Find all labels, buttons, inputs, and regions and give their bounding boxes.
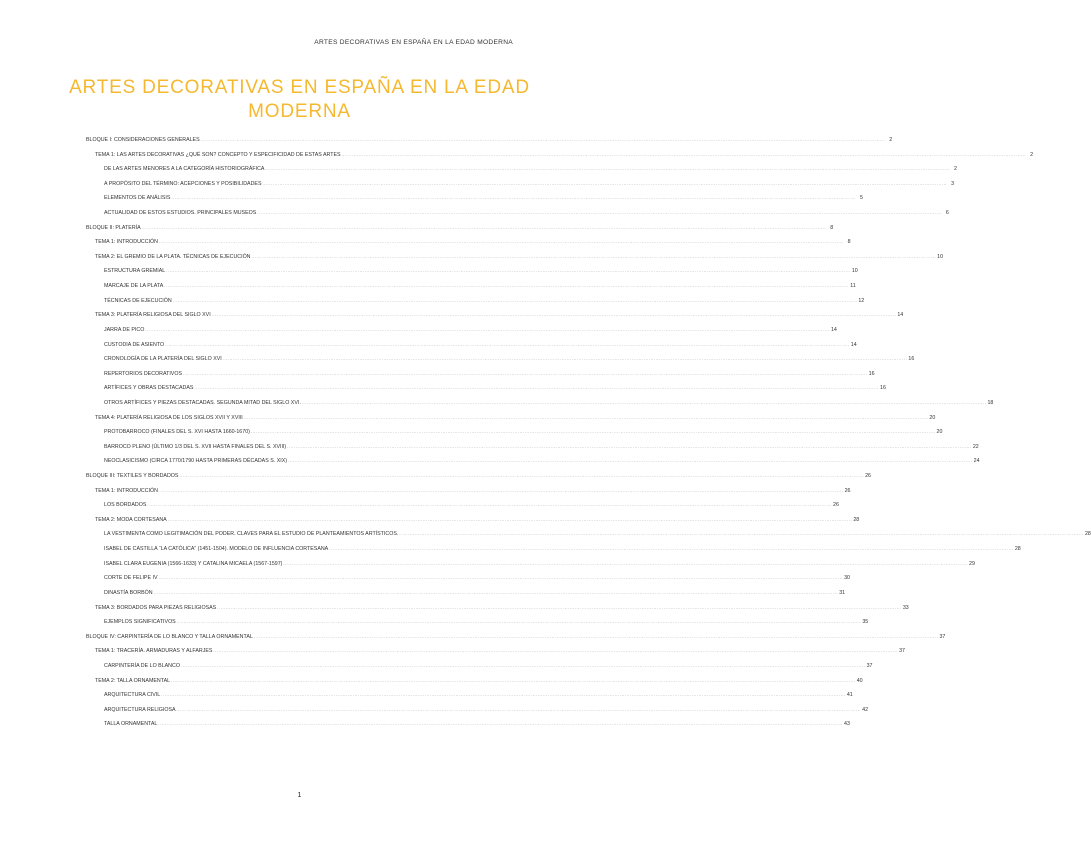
toc-entry[interactable] bbox=[86, 659, 873, 674]
toc-dot-leader: ................................................................................................................................................................................................................................................................................................................................................................................................................ bbox=[287, 443, 972, 449]
toc-entry-page-number: 22 bbox=[972, 443, 979, 450]
toc-entry-page-number: 16 bbox=[908, 356, 915, 363]
toc-entry[interactable] bbox=[86, 352, 915, 367]
toc-entry-page-number: 26 bbox=[865, 473, 871, 480]
toc-entry-page-number: 16 bbox=[868, 370, 875, 377]
toc-entry-page-number: 40 bbox=[856, 677, 863, 684]
toc-dot-leader: ................................................................................................................................................................................................................................................................................................................................................................................................................ bbox=[179, 473, 864, 479]
document-title-line-2: MODERNA bbox=[248, 101, 351, 122]
toc-entry-page-number: 14 bbox=[830, 326, 837, 333]
toc-entry-label: LA VESTIMENTA COMO LEGITIMACIÓN DEL PODER. CLAVES PARA EL ESTUDIO DE PLANTEAMIENTOS ARTÍSTICOS. bbox=[104, 531, 399, 538]
toc-entry-page-number: 5 bbox=[860, 195, 863, 202]
toc-entry-label: ACTUALIDAD DE ESTOS ESTUDIOS. PRINCIPALES MUSEOS bbox=[104, 210, 257, 217]
toc-entry[interactable] bbox=[86, 586, 846, 601]
toc-entry-page-number: 8 bbox=[830, 224, 834, 231]
toc-dot-leader: ................................................................................................................................................................................................................................................................................................................................................................................................................ bbox=[301, 399, 987, 405]
toc-entry-page-number: 26 bbox=[833, 502, 839, 509]
running-header: ARTES DECORATIVAS EN ESPAÑA EN LA EDAD MODERNA bbox=[314, 39, 513, 46]
toc-dot-leader: ................................................................................................................................................................................................................................................................................................................................................................................................................ bbox=[250, 429, 936, 435]
toc-entry-label: TEMA 4: PLATERÍA RELIGIOSA DE LOS SIGLOS XVII Y XVIII bbox=[95, 414, 243, 421]
toc-dot-leader: ................................................................................................................................................................................................................................................................................................................................................................................................................ bbox=[243, 414, 929, 420]
toc-dot-leader: ................................................................................................................................................................................................................................................................................................................................................................................................................ bbox=[145, 326, 830, 332]
toc-entry[interactable] bbox=[86, 674, 863, 689]
toc-dot-leader: ................................................................................................................................................................................................................................................................................................................................................................................................................ bbox=[158, 239, 844, 245]
toc-entry-page-number: 6 bbox=[945, 210, 949, 217]
toc-entry[interactable] bbox=[86, 221, 834, 236]
toc-entry-page-number: 8 bbox=[847, 239, 851, 246]
toc-dot-leader: ................................................................................................................................................................................................................................................................................................................................................................................................................ bbox=[283, 560, 968, 566]
toc-entry-page-number: 2 bbox=[889, 137, 893, 143]
toc-entry[interactable] bbox=[86, 411, 936, 426]
toc-entry-page-number: 2 bbox=[954, 166, 957, 173]
toc-dot-leader: ................................................................................................................................................................................................................................................................................................................................................................................................................ bbox=[166, 268, 851, 274]
toc-dot-leader: ................................................................................................................................................................................................................................................................................................................................................................................................................ bbox=[262, 180, 948, 186]
toc-entry[interactable] bbox=[86, 381, 886, 396]
toc-entry[interactable] bbox=[86, 162, 957, 177]
toc-entry-label: MARCAJE DE LA PLATA bbox=[104, 283, 164, 290]
toc-entry-label: TEMA 1: INTRODUCCIÓN bbox=[95, 487, 158, 494]
toc-entry[interactable] bbox=[86, 177, 955, 192]
toc-entry[interactable] bbox=[86, 206, 949, 221]
toc-entry-page-number: 29 bbox=[969, 560, 975, 567]
toc-entry-label: ISABEL DE CASTILLA “LA CATÓLICA” (1451-1504). MODELO DE INFLUENCIA CORTESANA bbox=[104, 546, 329, 553]
toc-entry-page-number: 30 bbox=[844, 575, 851, 582]
toc-dot-leader: ................................................................................................................................................................................................................................................................................................................................................................................................................ bbox=[164, 283, 849, 289]
document-title bbox=[60, 76, 539, 124]
toc-entry-page-number: 28 bbox=[1084, 531, 1091, 538]
toc-dot-leader: ................................................................................................................................................................................................................................................................................................................................................................................................................ bbox=[171, 677, 856, 683]
toc-dot-leader: ................................................................................................................................................................................................................................................................................................................................................................................................................ bbox=[341, 151, 1027, 157]
toc-entry-label: PROTOBARROCO (FINALES DEL S. XVI HASTA 1660-1670) bbox=[104, 429, 250, 436]
toc-entry-label: EJEMPLOS SIGNIFICATIVOS bbox=[104, 619, 176, 626]
toc-dot-leader: ................................................................................................................................................................................................................................................................................................................................................................................................................ bbox=[158, 575, 844, 581]
toc-dot-leader: ................................................................................................................................................................................................................................................................................................................................................................................................................ bbox=[183, 370, 868, 376]
toc-entry-page-number: 14 bbox=[850, 341, 857, 348]
toc-dot-leader: ................................................................................................................................................................................................................................................................................................................................................................................................................ bbox=[288, 458, 973, 464]
document-title-line-1: ARTES DECORATIVAS EN ESPAÑA EN LA EDAD bbox=[69, 77, 530, 98]
toc-entry-label: BLOQUE III: TEXTILES Y BORDADOS bbox=[86, 473, 179, 480]
toc-dot-leader: ................................................................................................................................................................................................................................................................................................................................................................................................................ bbox=[141, 224, 827, 230]
toc-entry[interactable] bbox=[86, 454, 980, 469]
toc-entry-label: ESTRUCTURA GREMIAL bbox=[104, 268, 166, 275]
toc-entry-label: TEMA 1: LAS ARTES DECORATIVAS ¿QUÉ SON? CONCEPTO Y ESPECIFICIDAD DE ESTAS ARTES bbox=[95, 151, 341, 158]
toc-dot-leader: ................................................................................................................................................................................................................................................................................................................................................................................................................ bbox=[171, 195, 856, 201]
toc-entry-label: OTROS ARTÍFICES Y PIEZAS DESTACADAS. SEGUNDA MITAD DEL SIGLO XVI. bbox=[104, 399, 301, 406]
toc-entry-page-number: 20 bbox=[929, 414, 936, 421]
toc-dot-leader: ................................................................................................................................................................................................................................................................................................................................................................................................................ bbox=[222, 356, 908, 362]
toc-entry-page-number: 10 bbox=[851, 268, 858, 275]
toc-entry-page-number: 37 bbox=[939, 633, 946, 640]
table-of-contents bbox=[86, 133, 1091, 732]
toc-entry-label: CRONOLOGÍA DE LA PLATERÍA DEL SIGLO XVI bbox=[104, 356, 222, 363]
toc-entry[interactable] bbox=[86, 308, 904, 323]
toc-entry[interactable] bbox=[86, 688, 853, 703]
toc-entry-label: A PROPÓSITO DEL TÉRMINO: ACEPCIONES Y POSIBILIDADES bbox=[104, 180, 262, 187]
toc-entry-page-number: 18 bbox=[987, 399, 994, 406]
toc-dot-leader: ................................................................................................................................................................................................................................................................................................................................................................................................................ bbox=[265, 166, 950, 172]
toc-entry-label: TEMA 3: BORDADOS PARA PIEZAS RELIGIOSAS bbox=[95, 604, 217, 611]
toc-entry-page-number: 33 bbox=[902, 604, 909, 611]
toc-dot-leader: ................................................................................................................................................................................................................................................................................................................................................................................................................ bbox=[200, 137, 886, 142]
toc-entry-label: ISABEL CLARA EUGENIA (1566-1633) Y CATALINA MICAELA (1567-1597) bbox=[104, 560, 283, 567]
toc-entry[interactable] bbox=[86, 484, 851, 499]
toc-entry-page-number: 24 bbox=[973, 458, 980, 465]
toc-entry-label: TÉCNICAS DE EJECUCIÓN bbox=[104, 297, 172, 304]
toc-entry-label: ELEMENTOS DE ANÁLISIS bbox=[104, 195, 171, 202]
toc-entry-page-number: 35 bbox=[862, 619, 869, 626]
toc-dot-leader: ................................................................................................................................................................................................................................................................................................................................................................................................................ bbox=[194, 385, 879, 391]
toc-entry-label: CUSTODIA DE ASIENTO bbox=[104, 341, 165, 348]
toc-entry-label: ARQUITECTURA CIVIL bbox=[104, 692, 161, 699]
toc-entry-label: LOS BORDADOS bbox=[104, 502, 147, 509]
toc-dot-leader: ................................................................................................................................................................................................................................................................................................................................................................................................................ bbox=[158, 487, 844, 493]
toc-entry[interactable] bbox=[86, 717, 850, 732]
toc-dot-leader: ................................................................................................................................................................................................................................................................................................................................................................................................................ bbox=[167, 516, 853, 522]
toc-entry-page-number: 14 bbox=[897, 312, 904, 319]
toc-entry[interactable] bbox=[86, 440, 979, 455]
toc-entry[interactable] bbox=[86, 601, 909, 616]
toc-entry-page-number: 37 bbox=[899, 648, 905, 655]
toc-entry-page-number: 11 bbox=[850, 283, 856, 290]
toc-entry[interactable] bbox=[86, 527, 1091, 542]
toc-entry-page-number: 43 bbox=[844, 721, 850, 728]
toc-dot-leader: ................................................................................................................................................................................................................................................................................................................................................................................................................ bbox=[211, 312, 897, 318]
toc-entry[interactable] bbox=[86, 264, 858, 279]
toc-entry[interactable] bbox=[86, 235, 851, 250]
toc-entry-page-number: 28 bbox=[1014, 546, 1021, 553]
toc-dot-leader: ................................................................................................................................................................................................................................................................................................................................................................................................................ bbox=[147, 502, 832, 508]
toc-dot-leader: ................................................................................................................................................................................................................................................................................................................................................................................................................ bbox=[213, 648, 898, 654]
toc-entry[interactable] bbox=[86, 250, 944, 265]
toc-entry[interactable] bbox=[86, 396, 994, 411]
toc-entry-page-number: 2 bbox=[1030, 151, 1034, 158]
toc-entry-label: BLOQUE II: PLATERÍA bbox=[86, 224, 141, 231]
toc-entry[interactable] bbox=[86, 294, 865, 309]
toc-dot-leader: ................................................................................................................................................................................................................................................................................................................................................................................................................ bbox=[253, 633, 939, 639]
toc-entry-page-number: 3 bbox=[951, 180, 955, 187]
toc-entry[interactable] bbox=[86, 542, 1021, 557]
toc-dot-leader: ................................................................................................................................................................................................................................................................................................................................................................................................................ bbox=[180, 662, 866, 668]
toc-dot-leader: ................................................................................................................................................................................................................................................................................................................................................................................................................ bbox=[165, 341, 850, 347]
toc-dot-leader: ................................................................................................................................................................................................................................................................................................................................................................................................................ bbox=[153, 589, 839, 595]
toc-entry-label: REPERTORIOS DECORATIVOS bbox=[104, 370, 182, 377]
toc-entry[interactable] bbox=[86, 630, 946, 645]
toc-entry-label: NEOCLASICISMO (CIRCA 1770/1790 HASTA PRIMERAS DÉCADAS S. XIX) bbox=[104, 458, 287, 465]
toc-entry-page-number: 12 bbox=[858, 297, 865, 304]
toc-dot-leader: ................................................................................................................................................................................................................................................................................................................................................................................................................ bbox=[158, 721, 843, 727]
toc-dot-leader: ................................................................................................................................................................................................................................................................................................................................................................................................................ bbox=[172, 297, 858, 303]
toc-entry-label: TEMA 3: PLATERÍA RELIGIOSA DEL SIGLO XVI bbox=[95, 312, 211, 319]
toc-dot-leader: ................................................................................................................................................................................................................................................................................................................................................................................................................ bbox=[176, 706, 862, 712]
toc-entry[interactable] bbox=[86, 513, 860, 528]
toc-entry-label: TEMA 1: INTRODUCCIÓN bbox=[95, 239, 158, 246]
toc-entry-label: TEMA 2: EL GREMIO DE LA PLATA. TÉCNICAS DE EJECUCIÓN bbox=[95, 253, 251, 260]
toc-entry-label: TEMA 2: TALLA ORNAMENTAL bbox=[95, 677, 171, 684]
toc-entry-page-number: 20 bbox=[936, 429, 943, 436]
toc-entry[interactable] bbox=[86, 644, 905, 659]
toc-entry-label: BLOQUE IV: CARPINTERÍA DE LO BLANCO Y TALLA ORNAMENTAL bbox=[86, 633, 253, 640]
toc-dot-leader: ................................................................................................................................................................................................................................................................................................................................................................................................................ bbox=[251, 253, 937, 259]
toc-entry-label: DINASTÍA BORBÓN bbox=[104, 589, 153, 596]
toc-entry-label: TALLA ORNAMENTAL bbox=[104, 721, 158, 728]
toc-entry-page-number: 10 bbox=[937, 253, 944, 260]
toc-entry-label: CARPINTERÍA DE LO BLANCO bbox=[104, 662, 180, 669]
toc-entry-label: JARRA DE PICO bbox=[104, 326, 145, 333]
toc-entry[interactable] bbox=[86, 615, 869, 630]
toc-entry-label: BARROCO PLENO (ÚLTIMO 1/3 DEL S. XVII HASTA FINALES DEL S. XVIII) bbox=[104, 443, 287, 450]
toc-dot-leader: ................................................................................................................................................................................................................................................................................................................................................................................................................ bbox=[257, 210, 942, 216]
toc-entry-label: TEMA 1: TRACERÍA. ARMADURAS Y ALFARJES bbox=[95, 648, 213, 655]
toc-entry[interactable] bbox=[86, 571, 851, 586]
toc-entry-page-number: 31 bbox=[839, 589, 846, 596]
toc-entry[interactable] bbox=[86, 469, 871, 484]
toc-entry[interactable] bbox=[86, 279, 856, 294]
toc-entry-label: CORTE DE FELIPE IV bbox=[104, 575, 158, 582]
toc-dot-leader: ................................................................................................................................................................................................................................................................................................................................................................................................................ bbox=[329, 546, 1014, 552]
toc-entry[interactable] bbox=[86, 323, 837, 338]
toc-entry-page-number: 26 bbox=[844, 487, 851, 494]
toc-entry-page-number: 16 bbox=[880, 385, 886, 392]
toc-entry[interactable] bbox=[86, 557, 975, 572]
toc-entry[interactable] bbox=[86, 367, 875, 382]
toc-dot-leader: ................................................................................................................................................................................................................................................................................................................................................................................................................ bbox=[217, 604, 902, 610]
toc-dot-leader: ................................................................................................................................................................................................................................................................................................................................................................................................................ bbox=[176, 619, 862, 625]
page-number: 1 bbox=[297, 792, 302, 799]
toc-entry[interactable] bbox=[86, 425, 943, 440]
toc-dot-leader: ................................................................................................................................................................................................................................................................................................................................................................................................................ bbox=[161, 692, 846, 698]
toc-entry[interactable] bbox=[86, 338, 857, 353]
toc-entry[interactable] bbox=[86, 148, 1034, 163]
toc-entry-page-number: 41 bbox=[846, 692, 853, 699]
toc-dot-leader: ................................................................................................................................................................................................................................................................................................................................................................................................................ bbox=[399, 531, 1084, 537]
toc-entry[interactable] bbox=[86, 191, 863, 206]
toc-entry-page-number: 28 bbox=[853, 516, 860, 523]
toc-entry-label: BLOQUE I: CONSIDERACIONES GENERALES bbox=[86, 137, 200, 143]
toc-entry-page-number: 42 bbox=[862, 706, 869, 713]
toc-entry[interactable] bbox=[86, 703, 869, 718]
toc-entry-label: DE LAS ARTES MENORES A LA CATEGORÍA HISTORIOGRÁFICA bbox=[104, 166, 265, 173]
toc-entry[interactable] bbox=[86, 498, 839, 513]
toc-entry-label: TEMA 2: MODA CORTESANA bbox=[95, 516, 167, 523]
toc-entry-page-number: 37 bbox=[866, 662, 873, 669]
toc-entry-label: ARQUITECTURA RELIGIOSA bbox=[104, 706, 176, 713]
toc-entry[interactable] bbox=[86, 133, 893, 148]
toc-entry-label: ARTÍFICES Y OBRAS DESTACADAS bbox=[104, 385, 194, 392]
